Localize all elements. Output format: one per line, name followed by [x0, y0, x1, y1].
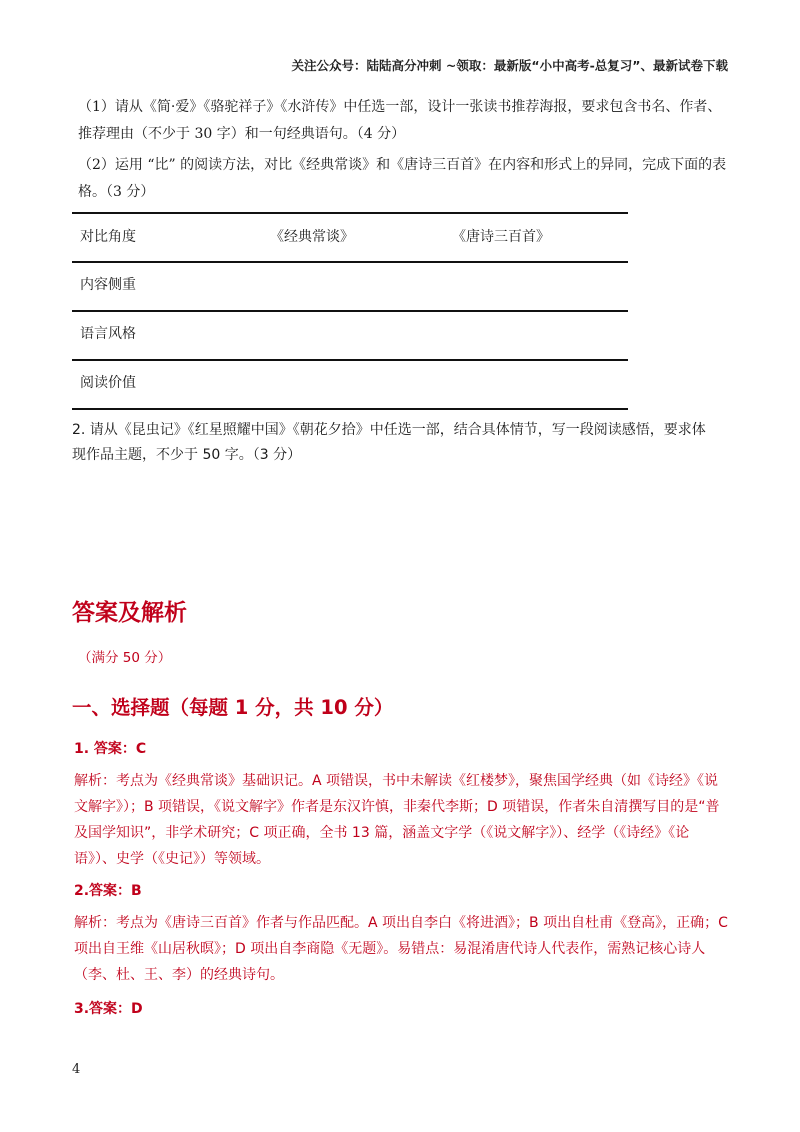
answer-2-label: 2.答案：B [74, 883, 142, 899]
table-row-label: 内容侧重 [80, 277, 136, 293]
page-number: 4 [72, 1062, 81, 1077]
answer-2-explanation: 解析：考点为《唐诗三百首》作者与作品匹配。A 项出自李白《将进酒》；B 项出自杜甫《登高》，正确；C 项出自王维《山居秋暝》；D 项出自李商隐《无题》。易错点：易混淆唐代诗人代表作，需熟记核心诗人（李、杜、王、李）的经典诗句。 [74, 915, 728, 983]
full-score: （满分 50 分） [78, 650, 172, 666]
answer-title: 答案及解析 [72, 600, 187, 626]
page-header: 关注公众号：陆陆高分冲刺 ~领取：最新版“小中高考-总复习”、最新试卷下载 [291, 58, 728, 73]
table-header-cell: 对比角度 [80, 229, 136, 245]
table-bottom-rule [72, 408, 628, 410]
table-rule [72, 261, 628, 263]
question-3: 2. 请从《昆虫记》《红星照耀中国》《朝花夕拾》中任选一部，结合具体情节，写一段阅读感悟，要求体现作品主题，不少于 50 字。（3 分） [72, 422, 706, 463]
table-header-cell: 《经典常谈》 [270, 229, 354, 245]
answer-1-explanation: 解析：考点为《经典常谈》基础识记。A 项错误，书中未解读《红楼梦》，聚焦国学经典（如《诗经》《说文解字》）；B 项错误，《说文解字》作者是东汉许慎，非秦代李斯；D 项错误，作者朱自清撰写目的是“普及国学知识”，非学术研究；C 项正确，全书 13 篇，涵盖文字学（《说文解字》）、经学（《诗经》《论语》）、史学（《史记》）等领域。 [74, 773, 720, 867]
answer-3-label: 3.答案：D [74, 1001, 143, 1017]
table-row-label: 阅读价值 [80, 375, 136, 391]
table-row-label: 语言风格 [80, 326, 136, 342]
table-rule [72, 359, 628, 361]
table-rule [72, 310, 628, 312]
answer-1-label: 1. 答案：C [74, 741, 147, 757]
section-title: 一、选择题（每题 1 分，共 10 分） [72, 696, 394, 719]
table-header-cell: 《唐诗三百首》 [452, 229, 550, 245]
table-top-rule [72, 212, 628, 214]
question-2: （2）运用 “比” 的阅读方法，对比《经典常谈》和《唐诗三百首》在内容和形式上的异同，完成下面的表格。（3 分） [78, 157, 727, 200]
question-1: （1）请从《简·爱》《骆驼祥子》《水浒传》中任选一部，设计一张读书推荐海报，要求包含书名、作者、推荐理由（不少于 30 字）和一句经典语句。（4 分） [78, 99, 722, 142]
